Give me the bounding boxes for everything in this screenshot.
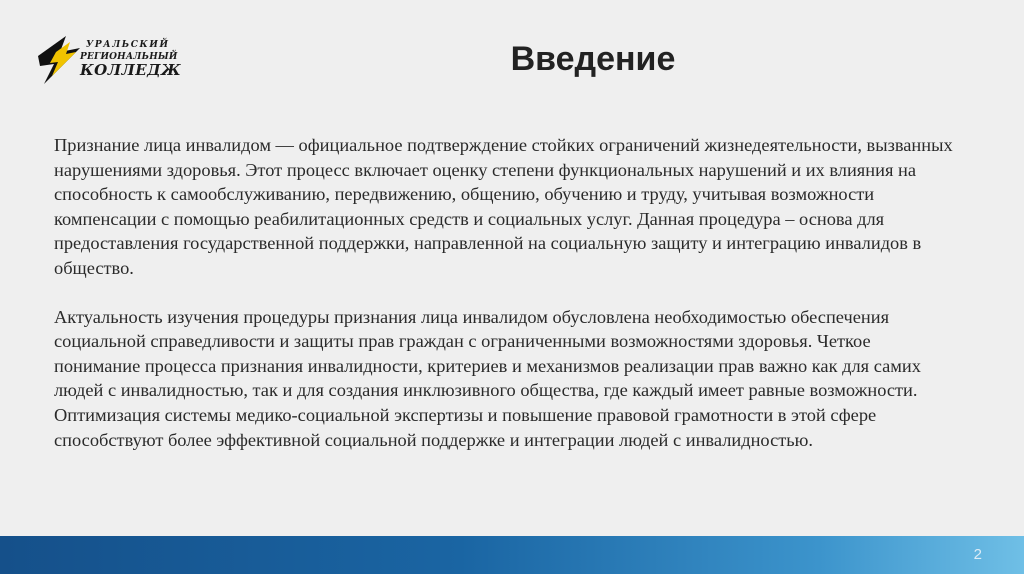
logo-text-line3: КОЛЛЕДЖ	[80, 61, 182, 79]
logo-text-line2: РЕГИОНАЛЬНЫЙ	[80, 52, 178, 62]
slide-title: Введение	[510, 40, 676, 78]
page-number: 2	[973, 546, 982, 563]
paragraph-intro: Признание лица инвалидом — официальное подтверждение стойких ограничений жизнедеятельности, вызванных нарушениями здоровья. Этот процесс включает оценку степени функциональных нарушений и их влияния на способность к самообслуживанию, передвижению, общению, обучению и труду, учитывая возможности компенсации с помощью реабилитационных средств и социальных услуг. Данная процедура – основа для предоставления государственной поддержки, направленной на социальную защиту и интеграцию инвалидов в общество.	[54, 135, 953, 278]
logo-text-line1: УРАЛЬСКИЙ	[86, 40, 170, 50]
paragraph-relevance: Актуальность изучения процедуры признания лица инвалидом обусловлена необходимостью обеспечения социальной справедливости и защиты прав граждан с ограниченными возможностями здоровья. Четкое понимание процесса признания инвалидности, критериев и механизмов реализации прав важно как для самих людей с инвалидностью, так и для создания инклюзивного общества, где каждый имеет равные возможности. Оптимизация системы медико-социальной экспертизы и повышение правовой грамотности в этой сфере способствуют более эффективной социальной поддержке и интеграции людей с инвалидностью.	[54, 306, 921, 450]
footer-bar	[0, 536, 1024, 574]
slide-content	[54, 133, 954, 452]
